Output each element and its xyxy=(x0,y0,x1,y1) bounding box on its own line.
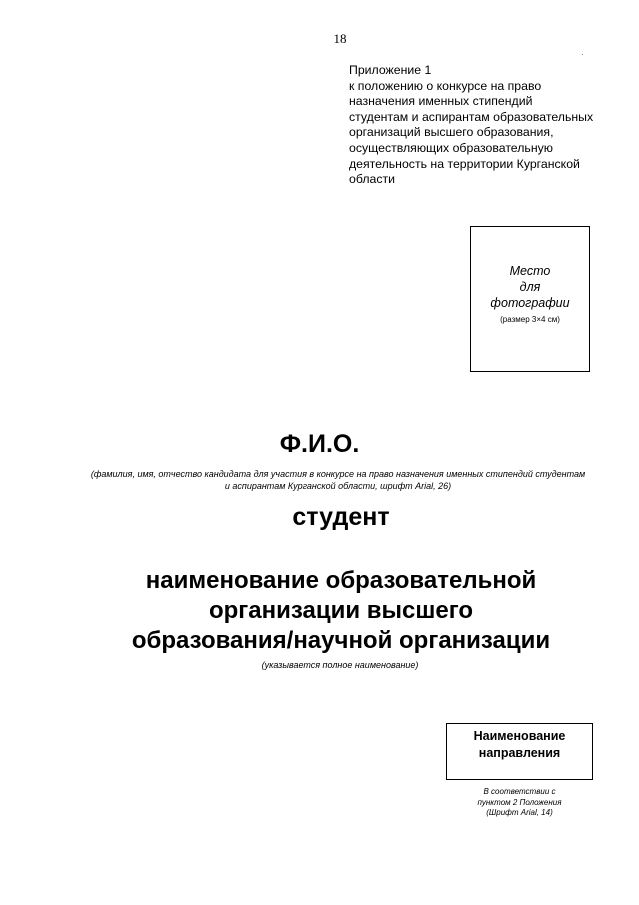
appendix-line: назначения именных стипендий xyxy=(349,94,533,109)
direction-line: Наименование xyxy=(473,729,566,743)
appendix-line: области xyxy=(349,172,395,187)
page-mark: · xyxy=(581,50,584,59)
direction-hint-line: В соответствии с xyxy=(483,787,556,796)
organization-line: образования/научной организации xyxy=(131,627,551,654)
appendix-header xyxy=(349,63,619,188)
photo-label-line: для xyxy=(519,280,541,294)
photo-label xyxy=(471,263,589,311)
fio-hint-line: и аспирантам Курганской области, шрифт Arial, 26) xyxy=(224,481,452,491)
direction-line: направления xyxy=(478,746,561,760)
organization-hint: (указывается полное наименование) xyxy=(261,660,419,670)
appendix-line: организаций высшего образования, xyxy=(349,125,554,140)
appendix-line: к положению о конкурсе на право xyxy=(349,78,542,93)
fio-title: Ф.И.О. xyxy=(279,430,360,458)
direction-hint-line: (Шрифт Arial, 14) xyxy=(486,808,553,817)
direction-box xyxy=(446,723,593,780)
photo-label-line: фотографии xyxy=(490,296,570,310)
status-title: студент xyxy=(292,503,390,531)
appendix-line: деятельность на территории Курганской xyxy=(349,156,580,171)
direction-hint-line: пунктом 2 Положения xyxy=(477,797,562,807)
photo-size-note: (размер 3×4 см) xyxy=(500,315,560,324)
page-number: 18 xyxy=(333,31,347,46)
direction-hint xyxy=(446,787,593,819)
appendix-line: студентам и аспирантам образовательных xyxy=(349,109,594,124)
appendix-line: осуществляющих образовательную xyxy=(349,140,553,155)
appendix-line: Приложение 1 xyxy=(349,63,432,77)
organization-line: организации высшего xyxy=(208,597,474,624)
fio-hint-line: (фамилия, имя, отчество кандидата для участия в конкурсе на право назначения именных стипендий студентам xyxy=(90,469,586,479)
photo-placeholder xyxy=(470,226,590,372)
fio-hint xyxy=(58,468,618,492)
photo-label-line: Место xyxy=(509,264,551,278)
organization-name xyxy=(0,566,639,656)
organization-line: наименование образовательной xyxy=(145,567,537,594)
